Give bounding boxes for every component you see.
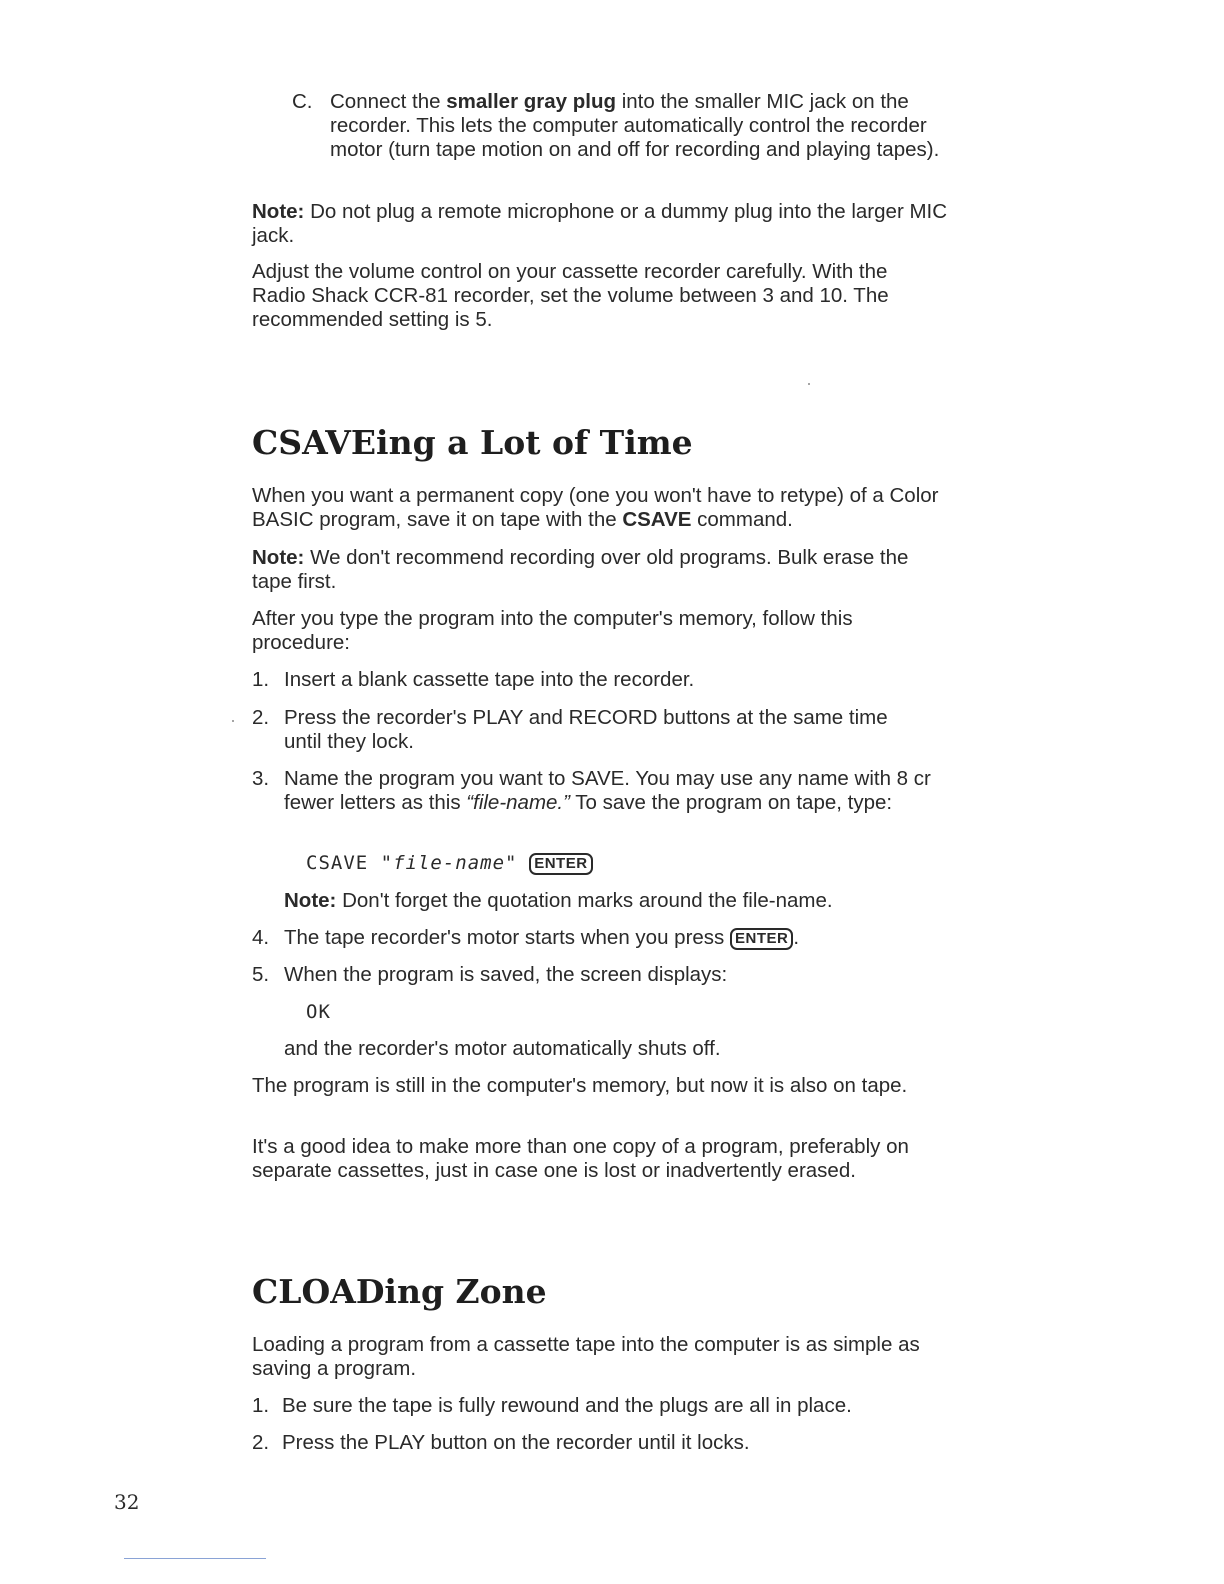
csave-intro-bold: CSAVE [622,508,692,531]
cload-heading: CLOADing Zone [252,1272,547,1311]
csave-step-3 [252,767,947,815]
step-c-pre: Connect the [330,90,447,113]
note-mic-text: Do not plug a remote microphone or a dummy plug into the larger MIC jack. [252,200,948,247]
csave-command [306,851,593,875]
step-c-label: C. [292,90,313,113]
command-arg: file-name [393,852,506,874]
csave-note [252,546,932,594]
copies-paragraph: It's a good idea to make more than one copy of a program, preferably on separate cassettes, just in case one is lost or inadvertently erased. [252,1135,909,1182]
cload-step-1 [252,1394,952,1418]
csave-intro-post: command. [691,508,793,531]
csave-step-2-num: 2. [252,706,270,729]
note-mic [252,200,952,248]
csave-procedure-intro: After you type the program into the computer's memory, follow this procedure: [252,607,853,654]
note-quotes-label: Note: [284,889,337,912]
enter-key-icon: ENTER [529,853,592,875]
csave-note-text: We don't recommend recording over old programs. Bulk erase the tape first. [252,546,909,593]
page-number: 32 [114,1490,140,1514]
note-mic-label: Note: [252,200,305,223]
cload-step-1-num: 1. [252,1394,270,1417]
cload-step-2-text: Press the PLAY button on the recorder until it locks. [282,1431,750,1454]
scan-speck [232,720,234,722]
csave-step-5 [252,963,952,987]
csave-step-3-post: To save the program on tape, type: [569,791,893,814]
volume-paragraph: Adjust the volume control on your cassette recorder carefully. With the Radio Shack CCR-81 recorder, set the volume between 3 and 10. The recommended setting is 5. [252,260,889,331]
csave-step-3-pre: Name the program you want to SAVE. You may use any name with 8 cr fewer letters as this [284,767,931,814]
csave-step-5-num: 5. [252,963,270,986]
csave-step-5-text: When the program is saved, the screen displays: [284,963,728,986]
csave-step-4-text: The tape recorder's motor starts when you press [284,926,730,949]
screen-output: OK [306,1001,331,1023]
memory-paragraph: The program is still in the computer's memory, but now it is also on tape. [252,1074,908,1097]
csave-note-quotes [284,889,944,913]
csave-step-4-end: . [793,926,800,949]
step-c-bold: smaller gray plug [446,90,617,113]
csave-step-1-num: 1. [252,668,270,691]
command-close: " [505,852,518,874]
csave-step-4-num: 4. [252,926,270,949]
csave-step-3-italic: “file-name.” [466,791,570,814]
after-ok-text: and the recorder's motor automatically shuts off. [284,1037,721,1060]
step-c [292,90,942,162]
csave-step-2-text: Press the recorder's PLAY and RECORD buttons at the same time until they lock. [284,706,888,753]
csave-step-1 [252,668,952,692]
csave-note-label: Note: [252,546,305,569]
command-text: CSAVE " [306,852,394,874]
csave-intro [252,484,947,532]
cload-step-1-text: Be sure the tape is fully rewound and the plugs are all in place. [282,1394,852,1417]
footer-rule [124,1558,266,1559]
csave-intro-pre: When you want a permanent copy (one you won't have to retype) of a Color BASIC program, save it on tape with the [252,484,939,531]
note-quotes-text: Don't forget the quotation marks around the file-name. [336,889,833,912]
csave-step-3-num: 3. [252,767,270,790]
csave-heading: CSAVEing a Lot of Time [252,423,693,462]
cload-intro: Loading a program from a cassette tape into the computer is as simple as saving a program. [252,1333,920,1380]
csave-step-1-text: Insert a blank cassette tape into the recorder. [284,668,695,691]
cload-step-2-num: 2. [252,1431,270,1454]
cload-step-2 [252,1431,952,1455]
csave-step-4 [252,926,952,950]
step-c-post: into the smaller MIC jack on the recorder. This lets the computer automatically control the recorder motor (turn tape motion on and off for recording and playing tapes). [330,90,940,161]
scan-speck [808,383,810,385]
enter-key-icon: ENTER [730,928,793,950]
csave-step-2 [252,706,922,754]
